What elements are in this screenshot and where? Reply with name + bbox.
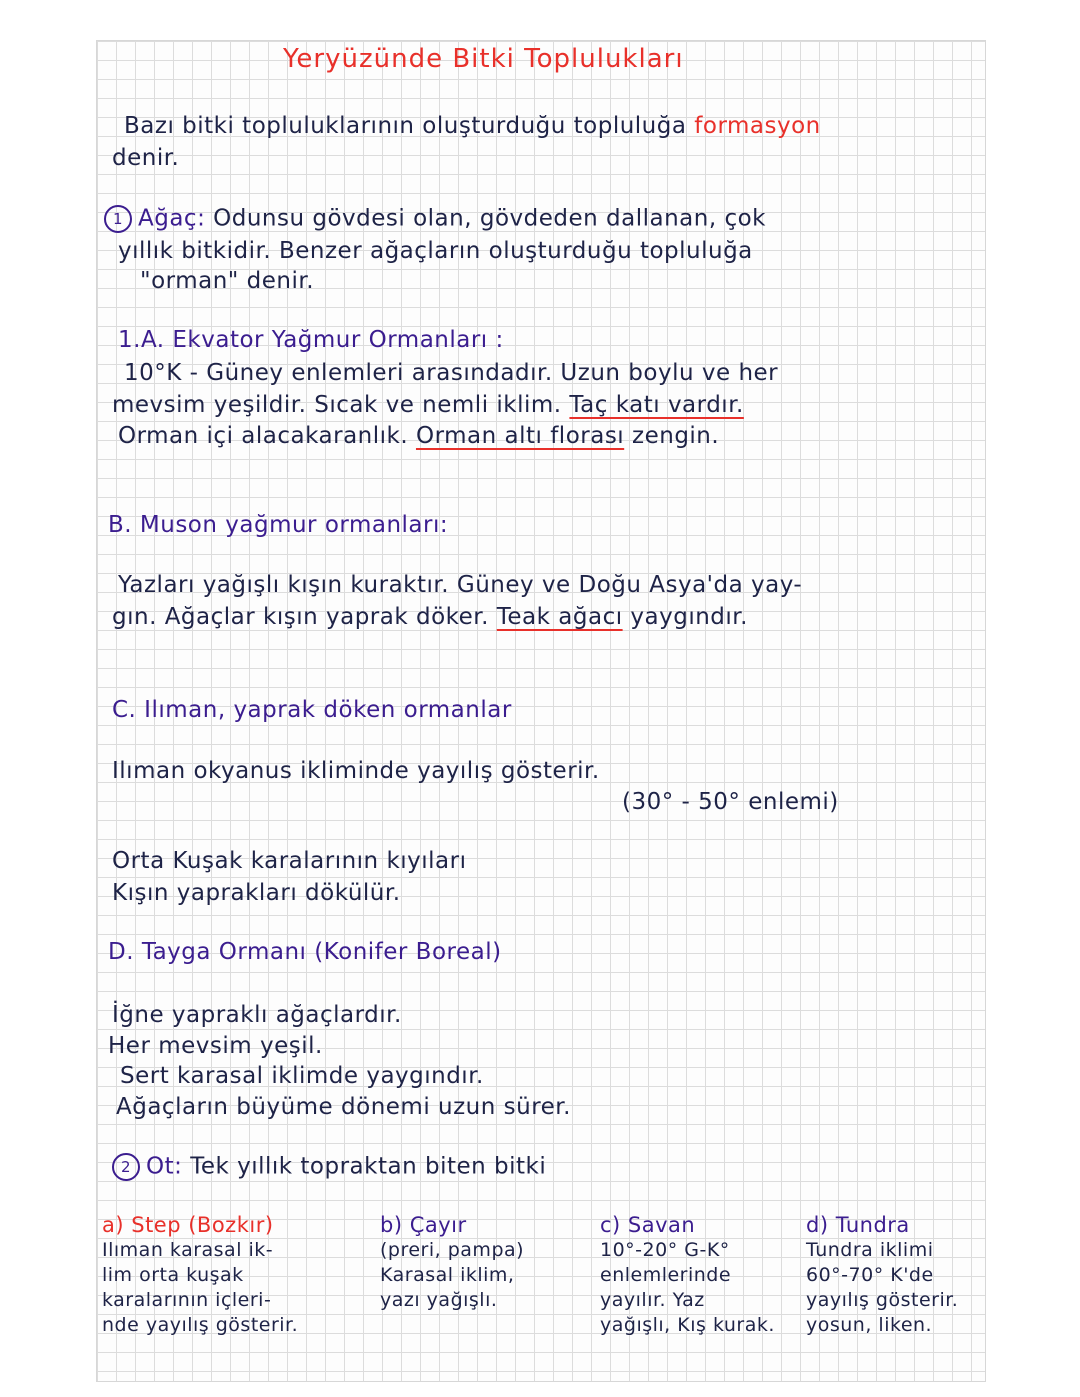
column-tundra	[806, 1212, 978, 1338]
column-line: Ilıman karasal ik-	[102, 1239, 274, 1261]
highlight-teak: Teak ağacı	[496, 604, 623, 630]
section-d-line-2: Her mevsim yeşil.	[108, 1033, 323, 1059]
column-heading: a) Step (Bozkır)	[102, 1213, 274, 1237]
ot-text: Tek yıllık topraktan biten bitki	[190, 1153, 547, 1180]
agac-line-3: "orman" denir.	[140, 268, 315, 294]
section-c-line-3: Kışın yaprakları dökülür.	[112, 880, 401, 906]
section-b-line-2	[112, 604, 748, 630]
section-b-line-1: Yazları yağışlı kışın kuraktır. Güney ve Doğu Asya'da yay-	[118, 572, 803, 598]
page-title: Yeryüzünde Bitki Toplulukları	[283, 44, 684, 74]
column-cayir	[380, 1212, 600, 1313]
section-a-text: mevsim yeşildir. Sıcak ve nemli iklim.	[112, 392, 562, 418]
column-line: yayılış gösterir.	[806, 1289, 959, 1311]
section-d-line-4: Ağaçların büyüme dönemi uzun sürer.	[116, 1094, 571, 1120]
section-a-end: zengin.	[632, 423, 720, 449]
section-c-line-2: Orta Kuşak karalarının kıyıları	[112, 848, 467, 874]
section-d-heading: D. Tayga Ormanı (Konifer Boreal)	[108, 939, 502, 965]
intro-line-1	[124, 113, 821, 139]
column-line: yayılır. Yaz	[600, 1289, 705, 1311]
section-b-end: yaygındır.	[630, 604, 748, 630]
section-a-text: Orman içi alacakaranlık.	[118, 423, 409, 449]
section-c-line-1: Ilıman okyanus ikliminde yayılış gösterir.	[112, 758, 600, 784]
highlight-orman-alti: Orman altı florası	[415, 423, 625, 449]
section-d-line-3: Sert karasal iklimde yaygındır.	[120, 1063, 484, 1089]
intro-term-formasyon: formasyon	[694, 113, 821, 139]
column-line: (preri, pampa)	[380, 1239, 525, 1261]
grassland-columns	[100, 1212, 980, 1372]
agac-line-1	[104, 205, 766, 233]
column-line: 60°-70° K'de	[806, 1264, 934, 1286]
column-line: Karasal iklim,	[380, 1264, 515, 1286]
section-a-line-2	[112, 392, 744, 418]
intro-line-2: denir.	[112, 145, 180, 171]
column-line: karalarının içleri-	[102, 1289, 272, 1311]
ot-heading: Ot:	[146, 1153, 183, 1180]
column-line: nde yayılış gösterir.	[102, 1314, 299, 1336]
section-d-line-1: İğne yapraklı ağaçlardır.	[112, 1002, 402, 1028]
section-b-text: gın. Ağaçlar kışın yaprak döker.	[112, 604, 489, 630]
ot-line	[112, 1153, 546, 1181]
column-step	[102, 1212, 377, 1338]
column-savan	[600, 1212, 800, 1338]
section-c-heading: C. Ilıman, yaprak döken ormanlar	[112, 697, 512, 723]
column-line: Tundra iklimi	[806, 1239, 934, 1261]
column-heading: d) Tundra	[806, 1213, 910, 1237]
section-b-heading: B. Muson yağmur ormanları:	[108, 512, 449, 538]
section-c-note: (30° - 50° enlemi)	[622, 789, 839, 815]
column-line: yağışlı, Kış kurak.	[600, 1314, 775, 1336]
column-heading: b) Çayır	[380, 1213, 467, 1237]
column-line: yosun, liken.	[806, 1314, 933, 1336]
number-badge: 2	[112, 1153, 140, 1181]
column-line: enlemlerinde	[600, 1264, 732, 1286]
intro-text: Bazı bitki topluluklarının oluşturduğu topluluğa	[124, 113, 687, 139]
agac-text: Odunsu gövdesi olan, gövdeden dallanan, çok	[213, 205, 766, 232]
column-line: yazı yağışlı.	[380, 1289, 498, 1311]
agac-heading: Ağaç:	[138, 205, 206, 232]
section-a-line-1: 10°K - Güney enlemleri arasındadır. Uzun boylu ve her	[124, 360, 779, 386]
column-line: lim orta kuşak	[102, 1264, 244, 1286]
agac-line-2: yıllık bitkidir. Benzer ağaçların oluşturduğu topluluğa	[118, 238, 753, 264]
column-line: 10°-20° G-K°	[600, 1239, 730, 1261]
highlight-tac-kati: Taç katı vardır.	[569, 392, 744, 418]
section-a-heading: 1.A. Ekvator Yağmur Ormanları :	[118, 327, 504, 353]
number-badge: 1	[104, 205, 132, 233]
column-heading: c) Savan	[600, 1213, 696, 1237]
section-a-line-3	[118, 423, 719, 449]
